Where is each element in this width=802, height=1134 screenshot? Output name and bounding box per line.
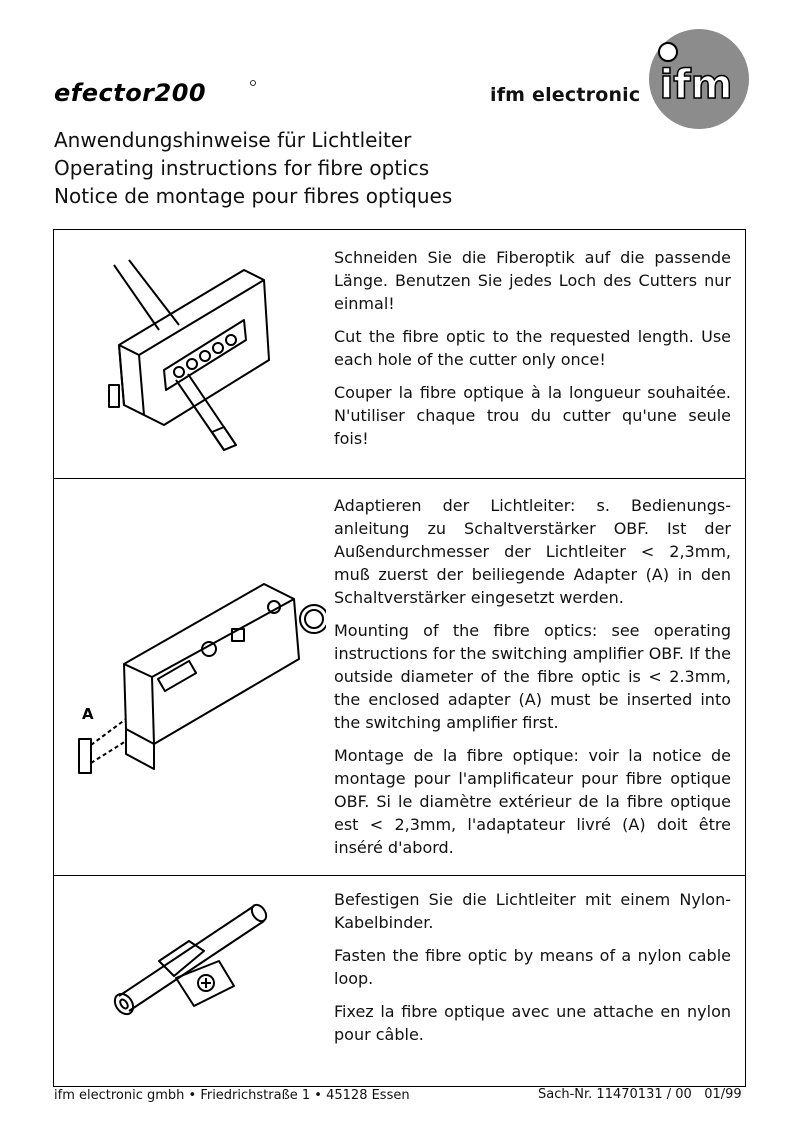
section-mounting <box>54 479 745 875</box>
instruction-de: Schneiden Sie die Fiberoptik auf die passende Länge. Benutzen Sie jedes Loch des Cutters nur einmal! <box>334 248 731 313</box>
section-3-text <box>334 888 731 1056</box>
ifm-logo <box>648 28 750 130</box>
section-2-text <box>334 494 731 869</box>
section-cutting <box>54 230 745 478</box>
instruction-en: Cut the fibre optic to the requested length. Use each hole of the cutter only once! <box>334 327 731 369</box>
adapter-label: A <box>82 705 94 723</box>
svg-text:ifm: ifm <box>659 62 733 108</box>
switching-amplifier-illustration <box>64 549 326 789</box>
instruction-fr: Montage de la fibre optique: voir la notice de montage pour l'amplificateur pour fibre optique OBF. Si le diamètre extérieur de la fibre optique est < 2,3mm, l'adaptateur livré (A) doit être inséré d'abord. <box>334 746 731 857</box>
title-de: Anwendungshinweise für Lichtleiter <box>54 128 412 152</box>
footer-address: ifm electronic gmbh • Friedrichstraße 1 • 45128 Essen <box>54 1088 410 1103</box>
svg-text:efector200: efector200 <box>54 80 207 106</box>
instruction-de: Befestigen Sie die Lichtleiter mit einem Nylon-Kabelbinder. <box>334 890 731 932</box>
instruction-en: Fasten the fibre optic by means of a nylon cable loop. <box>334 946 731 988</box>
footer-part-number: Sach-Nr. 11470131 / 00 01/99 <box>538 1087 742 1102</box>
company-name: ifm electronic <box>490 84 641 106</box>
instruction-fr: Couper la fibre optique à la longueur souhaitée. N'utiliser chaque trou du cutter qu'une seule fois! <box>334 383 731 448</box>
section-1-text <box>334 246 731 460</box>
instruction-de: Adaptieren der Lichtleiter: s. Bedienungs-anleitung zu Schaltverstärker OBF. Ist der Außendurchmesser der Lichtleiter < 2,3mm, muß zuerst der beiliegende Adapter (A) in den Schaltverstärker eingesetzt werden. <box>334 496 731 607</box>
page-titles <box>54 126 452 210</box>
fibre-cutter-illustration <box>104 250 314 460</box>
section-fastening <box>54 876 745 1086</box>
instruction-fr: Fixez la fibre optique avec une attache en nylon pour câble. <box>334 1002 731 1044</box>
instruction-en: Mounting of the fibre optics: see operating instructions for the switching amplifier OBF. If the outside diameter of the fibre optic is < 2.3mm, the enclosed adapter (A) must be inserted into the switching amplifier first. <box>334 621 731 732</box>
instructions-table <box>53 229 746 1087</box>
cable-tie-illustration <box>104 886 284 1036</box>
title-fr: Notice de montage pour fibres optiques <box>54 184 453 208</box>
title-en: Operating instructions for fibre optics <box>54 156 430 180</box>
efector-brand-logo <box>54 80 258 106</box>
